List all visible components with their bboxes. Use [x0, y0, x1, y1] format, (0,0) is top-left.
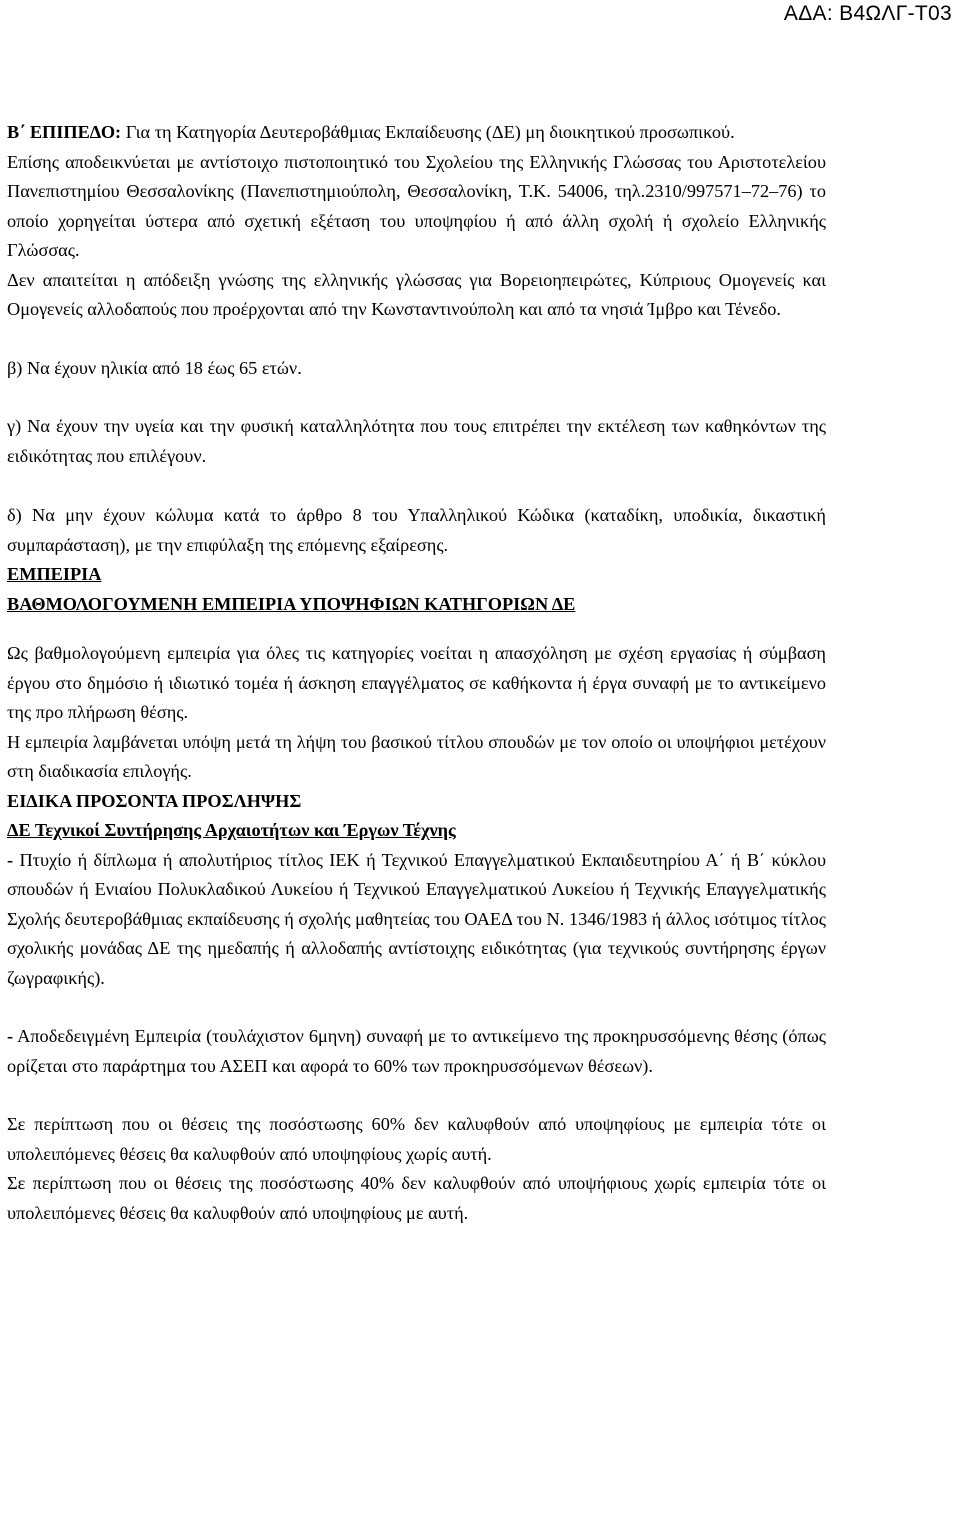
qualification-experience-text: Αποδεδειγμένη Εμπειρία (τουλάχιστον 6μηνη) συναφή με το αντικείμενο της προκηρυσσόμενης θέσης (όπως ορίζεται στο παράρτημα του ΑΣΕΠ και αφορά το 60% των προκηρυσσόμενων θέσεων). [7, 1026, 826, 1076]
dash-marker: - [7, 849, 14, 870]
dash-marker: - [7, 1026, 14, 1046]
paragraph-level-b [7, 118, 826, 148]
requirement-health: γ) Να έχουν την υγεία και την φυσική καταλληλότητα που τους επιτρέπει την εκτέλεση των καθηκόντων της ειδικότητας που επιλέγουν. [7, 416, 826, 466]
experience-heading: ΕΜΠΕΙΡΙΑ [7, 564, 102, 584]
experience-condition: Η εμπειρία λαμβάνεται υπόψη μετά τη λήψη του βασικού τίτλου σπουδών με τον οποίο οι υποψήφιοι μετέχουν στη διαδικασία επιλογής. [7, 731, 826, 781]
qualification-degree [7, 846, 826, 994]
specialty-title: ΔΕ Τεχνικοί Συντήρησης Αρχαιοτήτων και Έργων Τέχνης [7, 820, 456, 840]
experience-subheading: ΒΑΘΜΟΛΟΓΟΥΜΕΝΗ ΕΜΠΕΙΡΙΑ ΥΠΟΨΗΦΙΩΝ ΚΑΤΗΓΟΡΙΩΝ ΔΕ [7, 593, 576, 614]
paragraph-certificate: Επίσης αποδεικνύεται με αντίστοιχο πιστοποιητικό του Σχολείου της Ελληνικής Γλώσσας του Αριστοτελείου Πανεπιστημίου Θεσσαλονίκης (Πανεπιστημιούπολη, Θεσσαλονίκη, Τ.Κ. 54006, τηλ.2310/997571–72–76) το οποίο χορηγείται ύστερα από σχετική εξέταση του υποψηφίου ή από άλλη σχολή ή σχολείο Ελληνικής Γλώσσας. [7, 151, 826, 260]
qualification-experience [7, 1022, 826, 1081]
qualification-degree-text: Πτυχίο ή δίπλωμα ή απολυτήριος τίτλος ΙΕΚ ή Τεχνικού Επαγγελματικού Εκπαιδευτηρίου Α΄ ή Β΄ κύκλου σπουδών ή Ενιαίου Πολυκλαδικού Λυκείου ή Τεχνικού Επαγγελματικού Λυκείου ή Τεχνικής Επαγγελματικής Σχολής δευτεροβάθμιας εκπαίδευσης ή σχολής μαθητείας του ΟΑΕΔ του Ν. 1346/1983 ή άλλος ισότιμος τίτλος σχολικής μονάδας ΔΕ της ημεδαπής ή αλλοδαπής αντίστοιχης ειδικότητας (για τεχνικούς συντήρησης έργων ζωγραφικής). [7, 849, 826, 988]
paragraph-exemption: Δεν απαιτείται η απόδειξη γνώσης της ελληνικής γλώσσας για Βορειοηπειρώτες, Κύπριους Ομογενείς και Ομογενείς αλλοδαπούς που προέρχονται από την Κωνσταντινούπολη και από τα νησιά Ίμβρο και Τένεδο. [7, 269, 826, 319]
requirement-age: β) Να έχουν ηλικία από 18 έως 65 ετών. [7, 357, 302, 378]
level-b-text: Για τη Κατηγορία Δευτεροβάθμιας Εκπαίδευσης (ΔΕ) μη διοικητικού προσωπικού. [121, 122, 735, 142]
quota-note-40: Σε περίπτωση που οι θέσεις της ποσόστωσης 40% δεν καλυφθούν από υποψήφιους χωρίς εμπειρία τότε οι υπολειπόμενες θέσεις θα καλυφθούν από υποψηφίους με αυτή. [7, 1173, 826, 1223]
document-body [7, 118, 826, 1228]
quota-note-60: Σε περίπτωση που οι θέσεις της ποσόστωσης 60% δεν καλυφθούν από υποψηφίους με εμπειρία τότε οι υπολειπόμενες θέσεις θα καλυφθούν από υποψηφίους χωρίς αυτή. [7, 1114, 826, 1164]
level-b-label: Β΄ ΕΠΙΠΕΔΟ: [7, 122, 122, 142]
requirement-no-impediment: δ) Να μην έχουν κώλυμα κατά το άρθρο 8 του Υπαλληλικού Κώδικα (καταδίκη, υποδικία, δικαστική συμπαράσταση), με την επιφύλαξη της επόμενης εξαίρεσης. [7, 505, 826, 555]
document-ada-code: ΑΔΑ: Β4ΩΛΓ-Τ03 [783, 2, 952, 25]
experience-definition: Ως βαθμολογούμενη εμπειρία για όλες τις κατηγορίες νοείται η απασχόληση με σχέση εργασίας ή σύμβαση έργου στο δημόσιο ή ιδιωτικό τομέα ή άσκηση επαγγέλματος σε καθήκοντα ή έργα συναφή με το αντικείμενο της προ πλήρωση θέσης. [7, 643, 826, 722]
special-qualifications-heading: ΕΙΔΙΚΑ ΠΡΟΣΟΝΤΑ ΠΡΟΣΛΗΨΗΣ [7, 790, 302, 811]
